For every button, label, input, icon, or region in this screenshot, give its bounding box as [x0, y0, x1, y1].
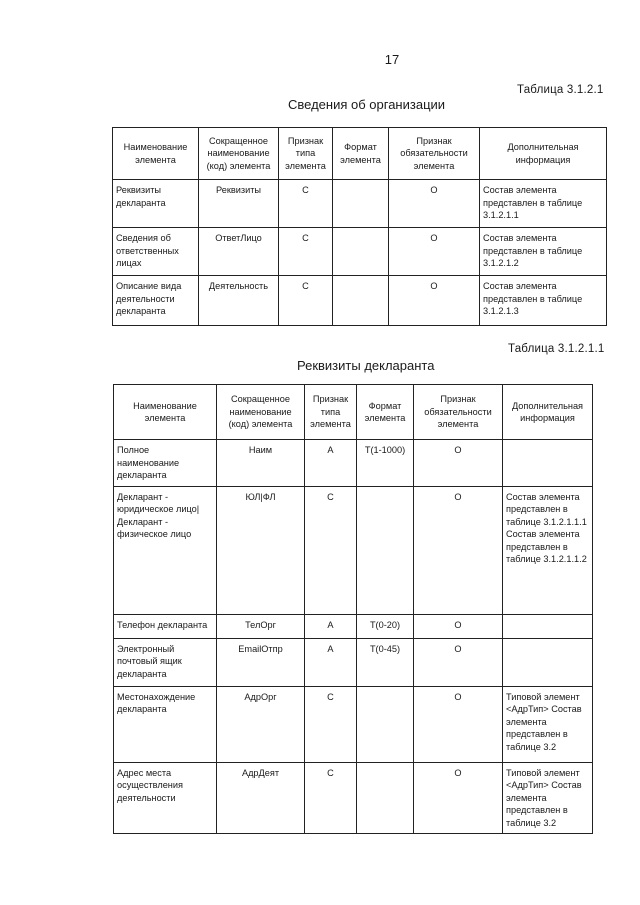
cell-type: А — [305, 638, 357, 686]
cell-info: Состав элемента представлен в таблице 3.1.2.1.3 — [480, 276, 607, 326]
cell-type: С — [279, 180, 333, 228]
cell-required: О — [414, 614, 503, 638]
cell-required: О — [414, 486, 503, 614]
header-cell: Признак обязательности элемента — [389, 128, 480, 180]
table-row — [114, 762, 593, 834]
cell-name: Реквизиты декларанта — [113, 180, 199, 228]
cell-name: Описание вида деятельности декларанта — [113, 276, 199, 326]
cell-format: T(1-1000) — [357, 440, 414, 487]
table-row — [113, 228, 607, 276]
header-cell: Дополнительная информация — [503, 385, 593, 440]
cell-required: О — [389, 228, 480, 276]
cell-type: С — [279, 228, 333, 276]
cell-format — [333, 276, 389, 326]
cell-format — [357, 486, 414, 614]
cell-name: Электронный почтовый ящик декларанта — [114, 638, 217, 686]
cell-format — [333, 180, 389, 228]
cell-type: А — [305, 440, 357, 487]
header-cell: Формат элемента — [357, 385, 414, 440]
table-row — [114, 486, 593, 614]
header-cell: Сокращенное наименование (код) элемента — [217, 385, 305, 440]
cell-info: Типовой элемент <АдрТип> Состав элемента представлен в таблице 3.2 — [503, 762, 593, 834]
table1-title: Сведения об организации — [288, 97, 446, 112]
header-cell: Формат элемента — [333, 128, 389, 180]
cell-name: Адрес места осуществления деятельности — [114, 762, 217, 834]
cell-info: Состав элемента представлен в таблице 3.1.2.1.1 — [480, 180, 607, 228]
cell-type: С — [305, 486, 357, 614]
cell-info: Состав элемента представлен в таблице 3.1.2.1.2 — [480, 228, 607, 276]
page-number: 17 — [384, 52, 400, 67]
cell-format: T(0-20) — [357, 614, 414, 638]
header-cell: Признак обязательности элемента — [414, 385, 503, 440]
table-row — [114, 686, 593, 762]
cell-code: Реквизиты — [199, 180, 279, 228]
table-row — [113, 180, 607, 228]
cell-required: О — [414, 440, 503, 487]
cell-code: АдрДеят — [217, 762, 305, 834]
cell-format — [357, 686, 414, 762]
cell-name: Сведения об ответственных лицах — [113, 228, 199, 276]
cell-info: Типовой элемент <АдрТип> Состав элемента представлен в таблице 3.2 — [503, 686, 593, 762]
cell-info — [503, 440, 593, 487]
table-header-row — [114, 385, 593, 440]
table-row — [113, 276, 607, 326]
cell-name: Телефон декларанта — [114, 614, 217, 638]
cell-info — [503, 638, 593, 686]
table2-title: Реквизиты декларанта — [297, 358, 435, 373]
cell-name: Местонахождение декларанта — [114, 686, 217, 762]
cell-code: Деятельность — [199, 276, 279, 326]
cell-type: С — [305, 686, 357, 762]
cell-required: О — [414, 686, 503, 762]
cell-format — [357, 762, 414, 834]
cell-type: С — [279, 276, 333, 326]
table-organization-info — [112, 127, 607, 326]
cell-info: Состав элемента представлен в таблице 3.1.2.1.1.1 Состав элемента представлен в таблице 3.1.2.1.1.2 — [503, 486, 593, 614]
cell-required: О — [389, 180, 480, 228]
cell-code: EmailОтпр — [217, 638, 305, 686]
cell-format: T(0-45) — [357, 638, 414, 686]
cell-code: АдрОрг — [217, 686, 305, 762]
cell-code: ЮЛ|ФЛ — [217, 486, 305, 614]
cell-code: ТелОрг — [217, 614, 305, 638]
header-cell: Признак типа элемента — [279, 128, 333, 180]
cell-required: О — [389, 276, 480, 326]
table2-caption: Таблица 3.1.2.1.1 — [508, 343, 605, 355]
header-cell: Сокращенное наименование (код) элемента — [199, 128, 279, 180]
header-cell: Наименование элемента — [114, 385, 217, 440]
cell-code: ОтветЛицо — [199, 228, 279, 276]
cell-info — [503, 614, 593, 638]
table1-caption: Таблица 3.1.2.1 — [517, 84, 604, 96]
cell-type: С — [305, 762, 357, 834]
cell-required: О — [414, 638, 503, 686]
cell-type: А — [305, 614, 357, 638]
cell-name: Декларант - юридическое лицо| Декларант - физическое лицо — [114, 486, 217, 614]
table-row — [114, 614, 593, 638]
table-row — [114, 440, 593, 487]
cell-code: Наим — [217, 440, 305, 487]
cell-required: О — [414, 762, 503, 834]
cell-format — [333, 228, 389, 276]
cell-name: Полное наименование декларанта — [114, 440, 217, 487]
table-declarant-requisites — [113, 384, 593, 834]
table-row — [114, 638, 593, 686]
table-header-row — [113, 128, 607, 180]
header-cell: Признак типа элемента — [305, 385, 357, 440]
header-cell: Дополнительная информация — [480, 128, 607, 180]
header-cell: Наименование элемента — [113, 128, 199, 180]
